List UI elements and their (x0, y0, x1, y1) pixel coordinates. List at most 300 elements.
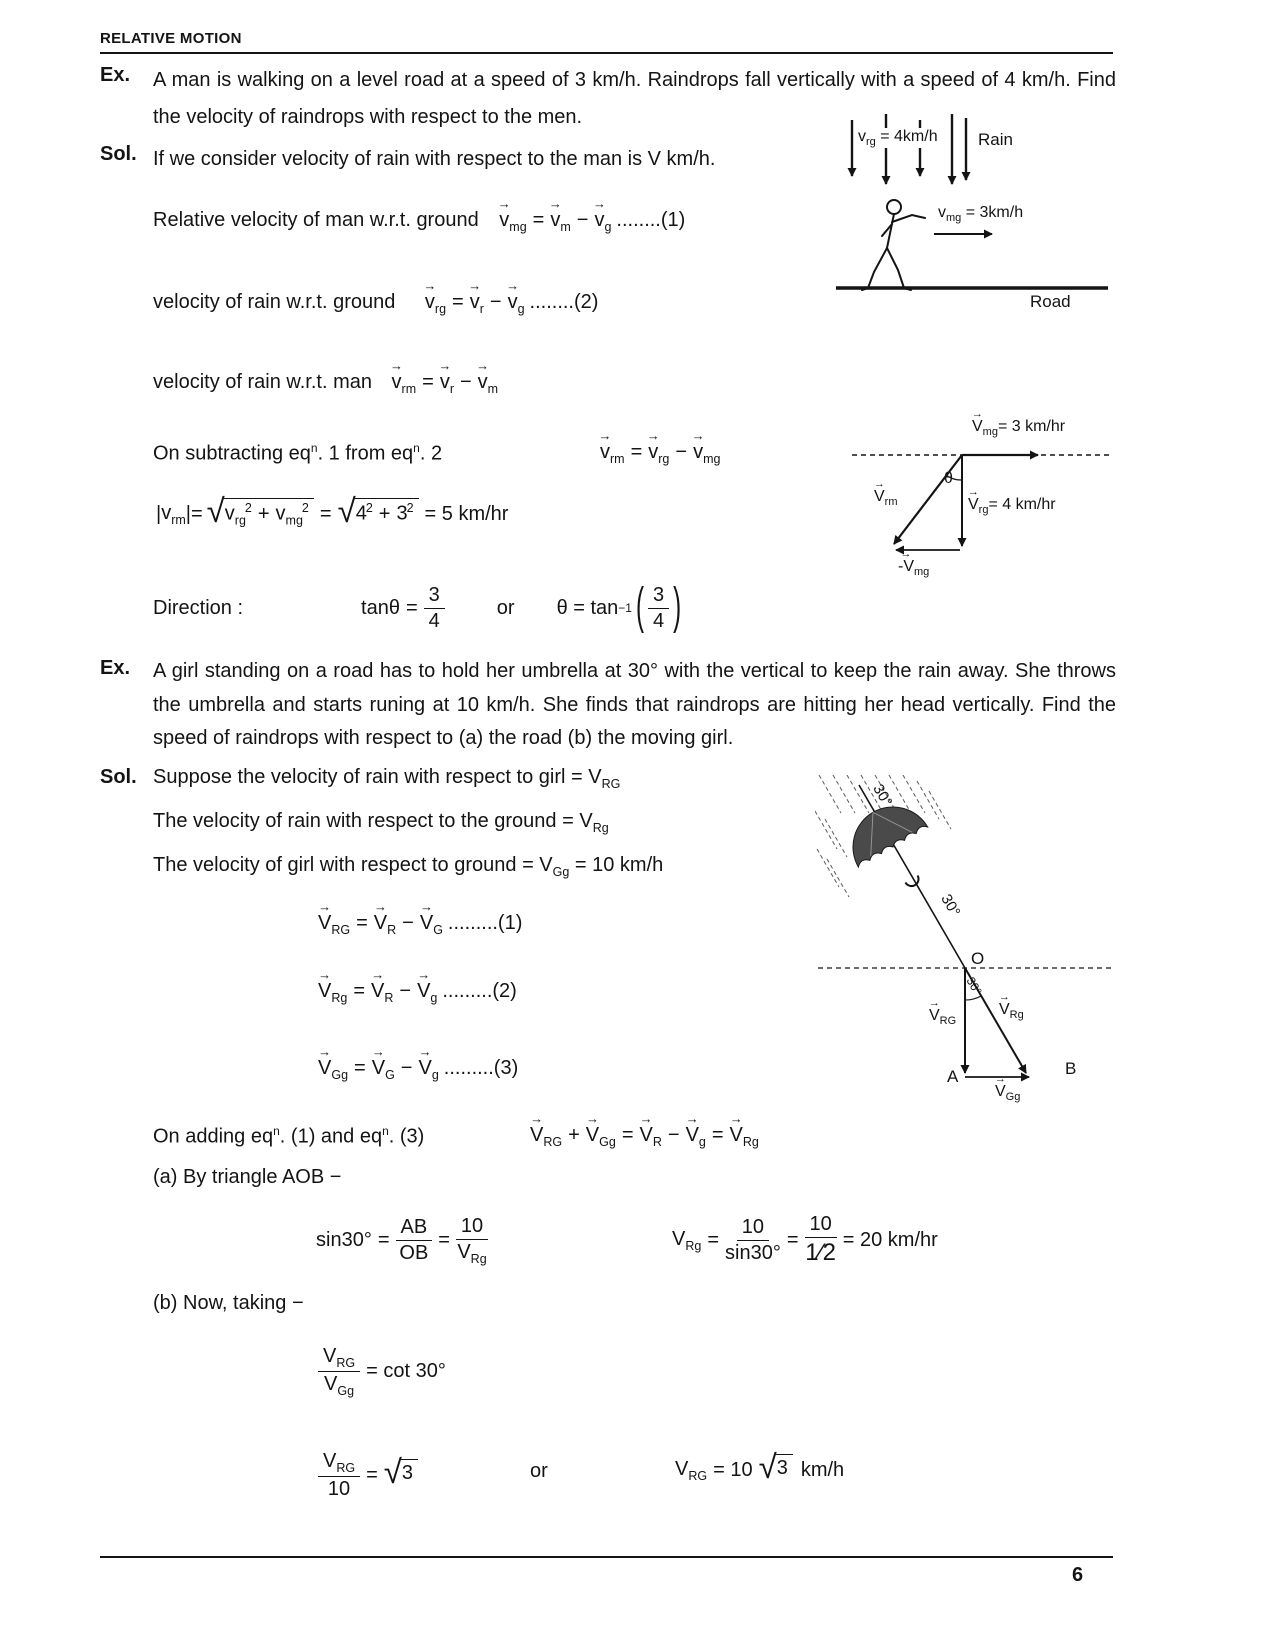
rain-velocity-label: $v_{rg} = 4km/h$ (858, 128, 938, 149)
operator: − (576, 209, 589, 231)
vector-term (585, 1111, 616, 1149)
equation-lead: velocity of rain w.r.t. man (153, 371, 372, 393)
math-symbol: v (424, 291, 435, 313)
figure-umbrella-diagram (815, 775, 1115, 1110)
subscript: rm (401, 382, 417, 396)
vector-arrow-icon: → (417, 967, 431, 982)
vector-term (468, 278, 484, 316)
subscript: RG (601, 777, 621, 791)
vRg-label: → $V_{Rg}$ (998, 991, 1024, 1022)
left-paren: ( (635, 578, 644, 636)
math-symbol: V (639, 1124, 653, 1146)
subscript: g (604, 220, 612, 234)
operator: = (354, 1057, 366, 1079)
vector-arrow-icon: → (971, 408, 983, 420)
subscript: rm (610, 452, 625, 466)
math-symbol: V (729, 1124, 743, 1146)
vector-arrow-icon: → (928, 997, 940, 1009)
vector-term (506, 278, 525, 316)
vector-term (318, 1044, 349, 1082)
vector-arrow-icon: → (729, 1111, 743, 1126)
direction-label: Direction : (153, 596, 244, 619)
operator: − (675, 441, 688, 463)
denominator: 10 (327, 1477, 351, 1500)
road-label: Road (1030, 292, 1071, 311)
direction-line (153, 580, 685, 636)
operator: = (377, 1228, 390, 1251)
equation-line-4-lead (153, 441, 442, 466)
vector-term (371, 967, 394, 1005)
operator: = (707, 1228, 720, 1251)
operator: = (366, 1463, 378, 1486)
subscript: rg (658, 452, 670, 466)
operator: + (257, 502, 270, 525)
numerator: 3 (648, 584, 669, 609)
solution-line-1 (153, 766, 620, 791)
vector-arrow-icon: → (585, 1111, 599, 1126)
subscript: g (517, 302, 525, 316)
vector-arrow-icon: → (967, 486, 979, 498)
denominator: sin30° (725, 1241, 781, 1264)
math-symbol: V (318, 912, 332, 934)
radical (337, 492, 419, 531)
math-symbol: v (477, 371, 488, 393)
page-title: RELATIVE MOTION (100, 30, 242, 47)
superscript: −1 (618, 601, 632, 615)
vector-base (373, 899, 388, 935)
vector-base (530, 1111, 544, 1147)
operator: = (438, 1228, 450, 1251)
text-run: . (1) and eq (279, 1125, 383, 1148)
vector-term (417, 967, 438, 1005)
radical (206, 492, 314, 531)
vector-term (685, 1111, 706, 1149)
vector-term (476, 358, 499, 396)
text-run: The velocity of rain with respect to the ground = V (153, 810, 593, 832)
vector-term (418, 1044, 439, 1082)
equation-number: ........(2) (529, 291, 599, 313)
math-symbol: V (373, 912, 388, 934)
superscript: n (382, 1124, 389, 1138)
vector-base (468, 278, 482, 314)
vector-term (373, 899, 397, 937)
vector-arrow-icon: → (438, 358, 452, 373)
vector-arrow-icon: → (390, 358, 404, 373)
fraction (318, 1345, 360, 1398)
vector-arrow-icon: → (994, 1073, 1006, 1085)
superscript: 2 (244, 501, 252, 515)
math-symbol: sin30° (316, 1228, 372, 1251)
math-symbol: V (318, 1057, 332, 1079)
umbrella-canopy (838, 792, 949, 905)
abs-bar: |= (185, 503, 203, 525)
result: = 5 km/hr (424, 503, 509, 525)
vector-term (371, 1044, 395, 1082)
math-symbol: v (469, 291, 480, 313)
math-symbol: V (418, 1057, 432, 1079)
vector-base (497, 196, 511, 232)
part-a-formula-1 (316, 1210, 488, 1270)
vector-term (390, 358, 417, 396)
numerator: 10 (456, 1215, 488, 1240)
operator: + (378, 502, 391, 525)
math-symbol: V (419, 912, 434, 934)
vector-arrow-icon: → (592, 196, 606, 211)
equation-number: ........(1) (616, 209, 686, 231)
vector-term (423, 278, 447, 316)
vector-arrow-icon: → (685, 1111, 699, 1126)
math-symbol: V (685, 1124, 699, 1146)
example-text: A girl standing on a road has to hold her umbrella at 30° with the vertical to keep the rain away. She throws the umbrella and starts runing at 10 km/h. She finds that raindrops are hitting her head vertically. Find the speed of raindrops with respect to (a) the road (b) the moving girl. (153, 660, 1116, 749)
fraction (396, 1216, 433, 1265)
solution-line-3 (153, 854, 663, 879)
math-symbol: v (224, 502, 235, 525)
vector-arrow-icon: → (506, 278, 520, 293)
math-symbol: v (693, 441, 704, 463)
vector-term (438, 358, 454, 396)
denominator: $V_{Rg}$ (457, 1240, 487, 1266)
operator: − (402, 912, 414, 934)
right-paren: ) (673, 578, 682, 636)
math-symbol: V (672, 1227, 686, 1250)
math-symbol: tanθ (361, 596, 400, 619)
subscript: Rg (331, 991, 348, 1005)
math-symbol: V (371, 1057, 386, 1079)
vector-term (419, 899, 443, 937)
part-b-result (675, 1448, 844, 1492)
subscript: rg (434, 302, 447, 316)
subscript: Gg (331, 1068, 349, 1082)
solution-text: If we consider velocity of rain with respect to the man is V km/h. (153, 148, 716, 170)
walking-man-figure (862, 200, 925, 290)
vector-arrow-icon: → (423, 278, 437, 293)
vGg-label: → $V_{Gg}$ (994, 1073, 1021, 1104)
fraction (805, 1213, 837, 1267)
part-a-label: (a) By triangle AOB − (153, 1166, 342, 1188)
vector-term (646, 428, 670, 466)
vector-base (691, 428, 705, 464)
page-number: 6 (1072, 1564, 1084, 1586)
subscript: G (385, 1068, 395, 1082)
text-run: = 10 km/h (574, 854, 664, 876)
text-run: . (3) (388, 1125, 425, 1148)
part-b-label: (b) Now, taking − (153, 1292, 304, 1314)
radical (383, 1452, 418, 1492)
operator: = (353, 980, 366, 1002)
radicand: 3 (399, 1459, 418, 1485)
vector-base (592, 196, 606, 232)
subscript: Rg (685, 1238, 702, 1253)
operator: = (356, 912, 368, 934)
vector-arrow-icon: → (476, 358, 490, 373)
radical-symbol: √ (758, 1447, 777, 1485)
operator: = (786, 1228, 799, 1251)
vector-term (530, 1111, 563, 1149)
subscript: mg (509, 220, 527, 234)
point-O-label: O (971, 949, 985, 968)
numerator: AB (396, 1216, 433, 1241)
radicand (222, 498, 314, 528)
vector-arrow-icon: → (873, 478, 885, 490)
numerator: 10 (805, 1213, 837, 1238)
subscript: Rg (742, 1135, 759, 1149)
vector-base (598, 428, 612, 464)
subscript: RG (331, 923, 351, 937)
operator: = (452, 291, 464, 313)
vector-arrow-icon: → (318, 1044, 332, 1059)
operator: = (422, 371, 434, 393)
subscript: g (698, 1135, 706, 1149)
vector-term (548, 196, 571, 234)
vector-arrow-icon: → (691, 428, 705, 443)
subscript: rm (171, 513, 186, 527)
numerator: $V_{RG}$ (318, 1450, 360, 1477)
radical-symbol: √ (206, 492, 225, 529)
vector-base (371, 967, 385, 1003)
subscript: g (431, 1068, 439, 1082)
vector-term (318, 967, 348, 1005)
vector-base (390, 358, 404, 394)
equation-number: .........(2) (442, 980, 517, 1002)
header-rule (100, 52, 1113, 54)
math-symbol: v (550, 209, 561, 231)
figure-vector-triangle (850, 398, 1115, 593)
equation-B (318, 967, 517, 1005)
superscript: 2 (406, 501, 414, 515)
denominator: 4 (428, 609, 440, 632)
vrm-label: → $V_{rm}$ (873, 478, 898, 509)
math-symbol: V (318, 980, 332, 1002)
subscript: Gg (552, 865, 570, 879)
vector-term (598, 428, 625, 466)
equation-number: .........(1) (447, 912, 523, 934)
math-symbol: v (594, 209, 605, 231)
equation-line-1 (153, 196, 686, 234)
vector-base (318, 967, 332, 1003)
operator: = (405, 596, 418, 619)
vector-term (318, 899, 351, 937)
math-term (672, 1228, 701, 1253)
equation-line-2 (153, 278, 599, 316)
math-symbol: V (417, 980, 431, 1002)
vector-base (318, 1044, 332, 1080)
vector-base (438, 358, 452, 394)
vector-base (548, 196, 562, 232)
subscript: RG (688, 1468, 708, 1483)
operator: − (459, 371, 472, 393)
math-symbol: V (530, 1124, 544, 1146)
vector-arrow-icon: → (998, 991, 1010, 1003)
point-A-label: A (947, 1067, 959, 1086)
numerator: $V_{RG}$ (318, 1345, 360, 1372)
superscript: n (413, 441, 420, 455)
vector-arrow-icon: → (530, 1111, 544, 1126)
math-symbol: v (439, 371, 450, 393)
footer-rule (100, 1556, 1113, 1558)
vector-base (685, 1111, 699, 1147)
vector-arrow-icon: → (420, 899, 434, 914)
operator: = 10 (713, 1458, 753, 1481)
equation-A (318, 899, 523, 937)
result: = cot 30° (366, 1359, 446, 1382)
superscript: 2 (365, 501, 373, 515)
vector-arrow-icon: → (373, 899, 387, 914)
math-symbol: v (161, 502, 172, 524)
example-label: Ex. (100, 64, 131, 86)
subscript: R (652, 1135, 662, 1149)
vector-base (639, 1111, 653, 1147)
rain-label: Rain (978, 130, 1013, 149)
equation-lead: Relative velocity of man w.r.t. ground (153, 209, 479, 231)
theta-label: θ (944, 470, 953, 487)
numerator: 10 (737, 1216, 769, 1241)
operator: − (489, 291, 502, 313)
operator: = (621, 1124, 634, 1146)
math-symbol: V (371, 980, 385, 1002)
man-velocity-label: $v_{mg} = 3km/h$ (938, 204, 1024, 225)
math-symbol: v (648, 441, 659, 463)
solution-label: Sol. (100, 766, 137, 788)
denominator: OB (399, 1241, 429, 1264)
vRG-label: → $V_{RG}$ (928, 997, 957, 1028)
vector-arrow-icon: → (371, 967, 385, 982)
operator: − (399, 980, 412, 1002)
vector-base (417, 967, 431, 1003)
operator: = (319, 503, 332, 525)
math-symbol: 4 (355, 502, 367, 525)
part-b-formula-1 (318, 1340, 452, 1402)
operator: = (630, 441, 643, 463)
fraction (725, 1216, 781, 1265)
superscript: n (273, 1124, 280, 1138)
denominator: 1⁄2 (805, 1239, 836, 1266)
vector-base (729, 1111, 743, 1147)
subscript: R (387, 923, 397, 937)
operator: = (711, 1124, 724, 1146)
vector-arrow-icon: → (646, 428, 660, 443)
text-run: Suppose the velocity of rain with respect to girl = V (153, 766, 602, 788)
vector-arrow-icon: → (371, 1044, 385, 1059)
vector-term (161, 502, 186, 527)
subscript: m (560, 220, 571, 234)
math-symbol: 3 (396, 502, 408, 525)
subscript: G (433, 923, 443, 937)
vector-arrow-icon: → (318, 899, 332, 914)
part-a-formula-2 (672, 1200, 944, 1280)
vector-arrow-icon: → (418, 1044, 432, 1059)
vector-arrow-icon: → (497, 196, 511, 211)
vector-base (419, 899, 434, 935)
subscript: Gg (599, 1135, 616, 1149)
subscript: mg (285, 513, 303, 528)
vector-base (371, 1044, 386, 1080)
math-term (675, 1458, 707, 1483)
subscript: r (449, 382, 454, 396)
vector-arrow-icon: → (639, 1111, 653, 1126)
vector-base (476, 358, 490, 394)
radicand: 3 (774, 1454, 793, 1480)
subscript: r (479, 302, 484, 316)
angle-label-mid: 30° (937, 891, 964, 920)
math-symbol: v (507, 291, 518, 313)
vrg-label: → $V_{rg}= 4$ km/hr (967, 486, 1056, 517)
operator: − (400, 1057, 413, 1079)
or-word: or (496, 596, 515, 619)
math-symbol: V (675, 1457, 689, 1480)
equation-line-4-formula (598, 428, 721, 466)
radicand (353, 498, 419, 526)
magnitude-equation (156, 492, 514, 531)
abs-bar: | (156, 503, 162, 525)
vrm-vector (894, 455, 962, 544)
figure-rain-and-man (830, 112, 1115, 312)
angle-label-top: 30° (869, 781, 896, 810)
superscript: n (310, 441, 318, 455)
example-text: A man is walking on a level road at a speed of 3 km/h. Raindrops fall vertically with a speed of 4 km/h. Find the velocity of raindrops with respect to the men. (153, 69, 1116, 128)
adding-formula (530, 1111, 759, 1149)
angle-label-small: 30° (963, 974, 985, 998)
rain-arrows (852, 114, 966, 184)
vector-term (497, 196, 527, 234)
subscript: RG (543, 1135, 563, 1149)
math-symbol: v (391, 371, 402, 393)
subscript: Rg (592, 821, 609, 835)
math-symbol: v (275, 502, 286, 525)
operator: − (667, 1124, 680, 1146)
subscript: m (487, 382, 499, 396)
math-symbol: v (499, 209, 510, 231)
radical-symbol: √ (383, 1452, 402, 1490)
fraction (424, 584, 445, 633)
math-symbol: V (585, 1124, 600, 1146)
superscript: 2 (301, 501, 309, 515)
point-B-label: B (1065, 1059, 1077, 1078)
subscript: g (430, 991, 438, 1005)
fraction (318, 1450, 360, 1501)
operator: = (532, 209, 545, 231)
vector-term (592, 196, 612, 234)
vector-base (318, 899, 332, 935)
text-run: On adding eq (153, 1125, 274, 1148)
solution-label: Sol. (100, 143, 137, 165)
vector-arrow-icon: → (900, 548, 912, 560)
fraction (648, 584, 669, 633)
or-word: or (530, 1460, 548, 1482)
subscript: mg (703, 452, 721, 466)
denominator: $V_{Gg}$ (324, 1372, 355, 1398)
solution-line-2 (153, 810, 609, 835)
vector-base (418, 1044, 432, 1080)
adding-lead (153, 1124, 424, 1149)
fraction (456, 1215, 488, 1266)
equation-number: .........(3) (443, 1057, 519, 1079)
math-symbol: v (600, 441, 610, 463)
vector-base (585, 1111, 600, 1147)
equation-lead: velocity of rain w.r.t. ground (153, 291, 396, 313)
vector-term (691, 428, 721, 466)
text-run: On subtracting eq (153, 442, 311, 465)
vector-base (646, 428, 660, 464)
example-label: Ex. (100, 657, 131, 679)
vector-term (729, 1111, 759, 1149)
vmg-label: → $V_{mg}= 3$ km/hr (971, 408, 1066, 439)
subscript: R (384, 991, 394, 1005)
unit: km/h (800, 1458, 845, 1481)
vector-arrow-icon: → (318, 967, 332, 982)
vector-base (423, 278, 437, 314)
vector-base (506, 278, 520, 314)
vector-arrow-icon: → (468, 278, 482, 293)
